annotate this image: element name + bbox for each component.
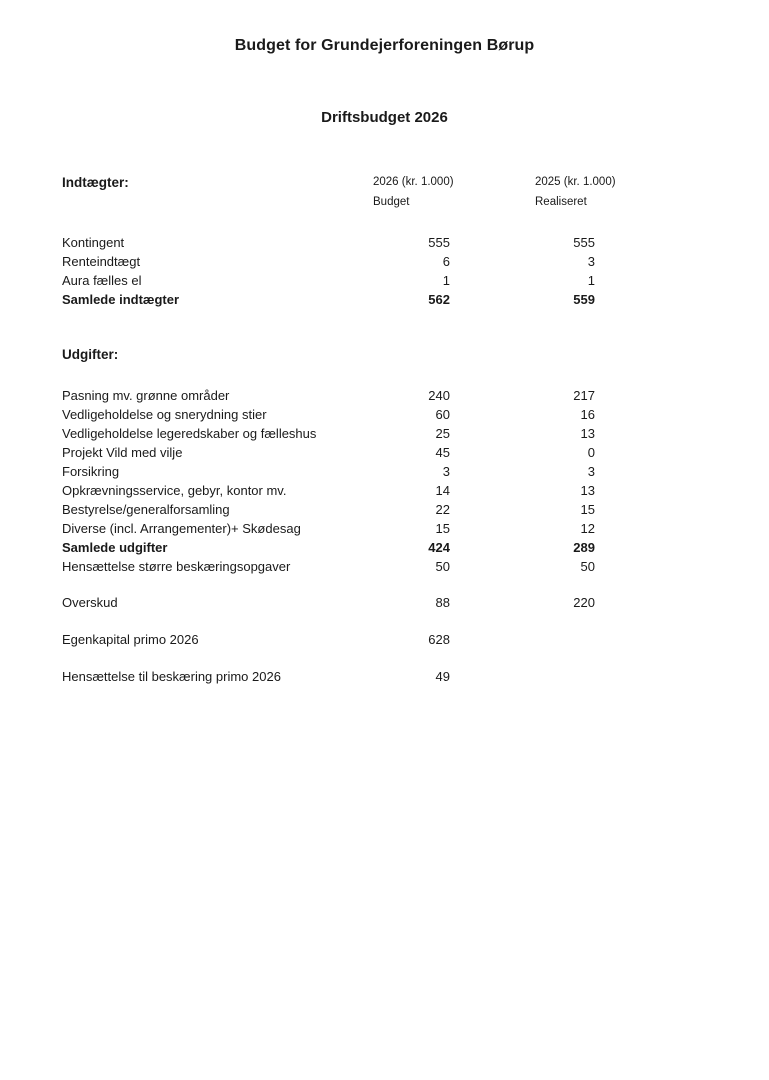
row-value-2026: 6 — [442, 254, 450, 269]
row-value-2026: 49 — [435, 669, 450, 684]
row-value-2025: 0 — [587, 445, 595, 460]
row-label: Egenkapital primo 2026 — [62, 632, 199, 647]
row-label: Forsikring — [62, 464, 120, 479]
document-title: Budget for Grundejerforeningen Børup — [234, 37, 535, 54]
column-subheader-budget: Budget — [373, 196, 410, 208]
row-label: Projekt Vild med vilje — [62, 445, 183, 460]
column-header-2025: 2025 (kr. 1.000) — [535, 176, 616, 188]
header-row-labels — [62, 195, 707, 214]
row-label: Bestyrelse/generalforsamling — [62, 502, 230, 517]
row-value-2025: 3 — [587, 464, 595, 479]
column-header-2026: 2026 (kr. 1.000) — [373, 176, 454, 188]
row-label: Aura fælles el — [62, 273, 142, 288]
table-row — [62, 233, 707, 252]
table-row-surplus — [62, 593, 707, 612]
row-value-2026: 25 — [435, 426, 450, 441]
row-value-2025: 13 — [580, 483, 595, 498]
row-value-2025: 13 — [580, 426, 595, 441]
table-row — [62, 252, 707, 271]
row-label: Hensættelse større beskæringsopgaver — [62, 559, 291, 574]
row-value-2025: 15 — [580, 502, 595, 517]
row-label: Samlede udgifter — [62, 540, 168, 555]
row-value-2026: 88 — [435, 595, 450, 610]
row-label: Vedligeholdelse og snerydning stier — [62, 407, 267, 422]
row-value-2026: 562 — [428, 292, 450, 307]
row-value-2025: 12 — [580, 521, 595, 536]
row-value-2025: 220 — [573, 595, 595, 610]
row-label: Renteindtægt — [62, 254, 141, 269]
table-row — [62, 500, 707, 519]
row-value-2026: 15 — [435, 521, 450, 536]
table-row — [62, 557, 707, 576]
row-value-2025 — [450, 667, 610, 686]
spacer-cell — [62, 195, 373, 214]
row-label: Opkrævningsservice, gebyr, kontor mv. — [62, 483, 287, 498]
table-row — [62, 405, 707, 424]
row-value-2026: 50 — [435, 559, 450, 574]
row-value-2025: 289 — [573, 540, 595, 555]
row-value-2025: 50 — [580, 559, 595, 574]
row-label: Hensættelse til beskæring primo 2026 — [62, 669, 281, 684]
row-value-2025: 217 — [573, 388, 595, 403]
row-value-2026: 628 — [428, 632, 450, 647]
row-label: Kontingent — [62, 235, 125, 250]
table-row — [62, 386, 707, 405]
row-value-2025: 559 — [573, 292, 595, 307]
row-value-2025: 1 — [587, 273, 595, 288]
document-content — [0, 36, 769, 686]
row-label: Overskud — [62, 595, 118, 610]
row-value-2026: 424 — [428, 540, 450, 555]
row-label: Diverse (incl. Arrangementer)+ Skødesag — [62, 521, 301, 536]
row-value-2025: 555 — [573, 235, 595, 250]
table-row — [62, 519, 707, 538]
row-value-2026: 22 — [435, 502, 450, 517]
row-label: Pasning mv. grønne områder — [62, 388, 230, 403]
row-label: Samlede indtægter — [62, 292, 180, 307]
table-row — [62, 462, 707, 481]
row-value-2026: 14 — [435, 483, 450, 498]
row-value-2025 — [450, 630, 610, 649]
table-row — [62, 481, 707, 500]
income-section-heading: Indtægter: — [62, 175, 129, 190]
table-row — [62, 271, 707, 290]
table-row-pruning-provision — [62, 667, 707, 686]
table-row — [62, 443, 707, 462]
column-subheader-realiseret: Realiseret — [535, 196, 587, 208]
expense-rows — [62, 386, 707, 576]
document-subtitle: Driftsbudget 2026 — [321, 109, 448, 126]
row-value-2026: 45 — [435, 445, 450, 460]
table-row-total-income — [62, 290, 707, 309]
row-value-2026: 60 — [435, 407, 450, 422]
income-table-header — [62, 174, 707, 214]
expenses-section-heading: Udgifter: — [62, 347, 119, 362]
row-value-2026: 240 — [428, 388, 450, 403]
table-row-equity — [62, 630, 707, 649]
row-value-2026: 1 — [442, 273, 450, 288]
row-value-2026: 555 — [428, 235, 450, 250]
income-rows — [62, 233, 707, 309]
row-value-2026: 3 — [442, 464, 450, 479]
row-value-2025: 16 — [580, 407, 595, 422]
table-row-total-expenses — [62, 538, 707, 557]
row-value-2025: 3 — [587, 254, 595, 269]
table-row — [62, 424, 707, 443]
row-label: Vedligeholdelse legeredskaber og fælleshus — [62, 426, 317, 441]
header-row-years — [62, 174, 707, 195]
